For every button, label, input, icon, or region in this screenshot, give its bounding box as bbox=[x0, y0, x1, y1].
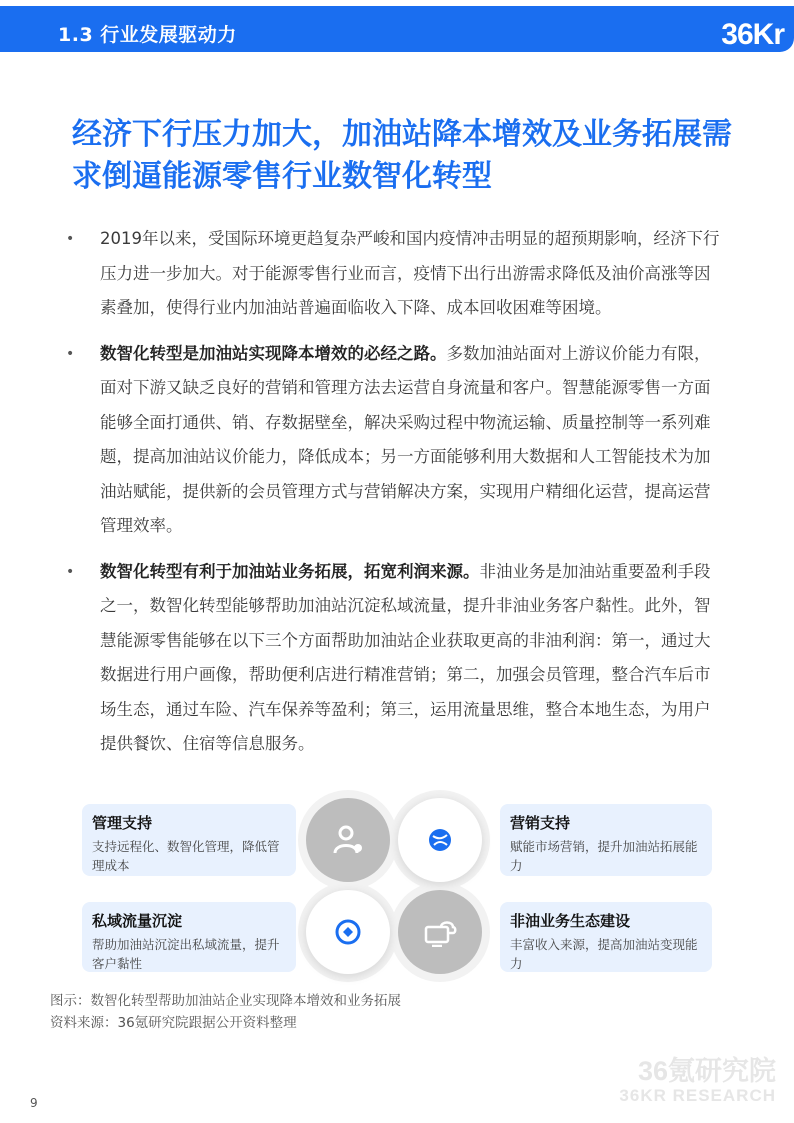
bullet-item bbox=[66, 222, 726, 326]
cloud-screen-icon bbox=[398, 890, 482, 974]
page-headline: 经济下行压力加大，加油站降本增效及业务拓展需求倒逼能源零售行业数智化转型 bbox=[72, 117, 732, 194]
card-description: 帮助加油站沉淀出私域流量，提升客户黏性 bbox=[92, 937, 280, 971]
card-title: 管理支持 bbox=[92, 814, 153, 832]
bullet-text: 多数加油站面对上游议价能力有限，面对下游又缺乏良好的营销和管理方法去运营自身流量和客户。智慧能源零售一方面能够全面打通供、销、存数据壁垒，解决采购过程中物流运输、质量控制等一系列难题，提高加油站议价能力，降低成本；另一方面能够利用大数据和人工智能技术为加油站赋能，提供新的会员管理方式与营销解决方案，实现用户精细化运营，提高运营管理效率。 bbox=[100, 343, 711, 535]
bullet-item bbox=[66, 337, 726, 544]
figure-title: 图示：数智化转型帮助加油站企业实现降本增效和业务拓展 bbox=[50, 993, 401, 1009]
section-header-bar bbox=[0, 6, 794, 52]
watermark-line-1: 36氪研究院 bbox=[637, 1056, 776, 1086]
watermark-line-2: 36KR RESEARCH bbox=[619, 1086, 776, 1105]
bullet-text: 非油业务是加油站重要盈利手段之一，数智化转型能够帮助加油站沉淀私域流量，提升非油业务客户黏性。此外，智慧能源零售能够在以下三个方面帮助加油站企业获取更高的非油利润：第一，通过大数据进行用户画像，帮助便利店进行精准营销；第二，加强会员管理，整合汽车后市场生态，通过车险、汽车保养等盈利；第三，运用流量思维，整合本地生态，为用户提供餐饮、住宿等信息服务。 bbox=[100, 561, 711, 753]
globe-icon bbox=[398, 798, 482, 882]
figure-caption bbox=[50, 990, 401, 1034]
bullet-dot-icon: • bbox=[66, 345, 75, 362]
figure-source: 资料来源：36氪研究院跟据公开资料整理 bbox=[50, 1015, 297, 1031]
section-title: 1.3 行业发展驱动力 bbox=[58, 24, 237, 46]
bullet-list bbox=[66, 222, 726, 773]
card-title: 营销支持 bbox=[510, 814, 571, 832]
bullet-text: 2019年以来，受国际环境更趋复杂严峻和国内疫情冲击明显的超预期影响，经济下行压力进一步加大。对于能源零售行业而言，疫情下出行出游需求降低及油价高涨等因素叠加，使得行业内加油站普遍面临收入下降、成本回收困难等困境。 bbox=[100, 229, 720, 317]
page-number: 9 bbox=[30, 1096, 38, 1110]
card-non-oil-ecosystem bbox=[500, 902, 712, 972]
benefits-diagram bbox=[82, 796, 714, 976]
bullet-item bbox=[66, 555, 726, 762]
card-description: 赋能市场营销，提升加油站拓展能力 bbox=[510, 839, 698, 873]
brand-logo: 36Kr bbox=[721, 18, 784, 51]
user-gear-icon bbox=[306, 798, 390, 882]
research-watermark bbox=[619, 1056, 776, 1106]
refresh-icon bbox=[306, 890, 390, 974]
bullet-bold-lead: 数智化转型是加油站实现降本增效的必经之路。 bbox=[100, 343, 447, 363]
bullet-dot-icon: • bbox=[66, 563, 75, 580]
card-management-support bbox=[82, 804, 296, 876]
card-private-traffic bbox=[82, 902, 296, 972]
card-marketing-support bbox=[500, 804, 712, 876]
card-title: 非油业务生态建设 bbox=[510, 912, 631, 930]
bullet-bold-lead: 数智化转型有利于加油站业务拓展，拓宽利润来源。 bbox=[100, 561, 480, 581]
card-description: 丰富收入来源，提高加油站变现能力 bbox=[510, 937, 698, 971]
card-title: 私域流量沉淀 bbox=[92, 912, 183, 930]
card-description: 支持远程化、数智化管理，降低管理成本 bbox=[92, 839, 280, 873]
bullet-dot-icon: • bbox=[66, 231, 75, 247]
